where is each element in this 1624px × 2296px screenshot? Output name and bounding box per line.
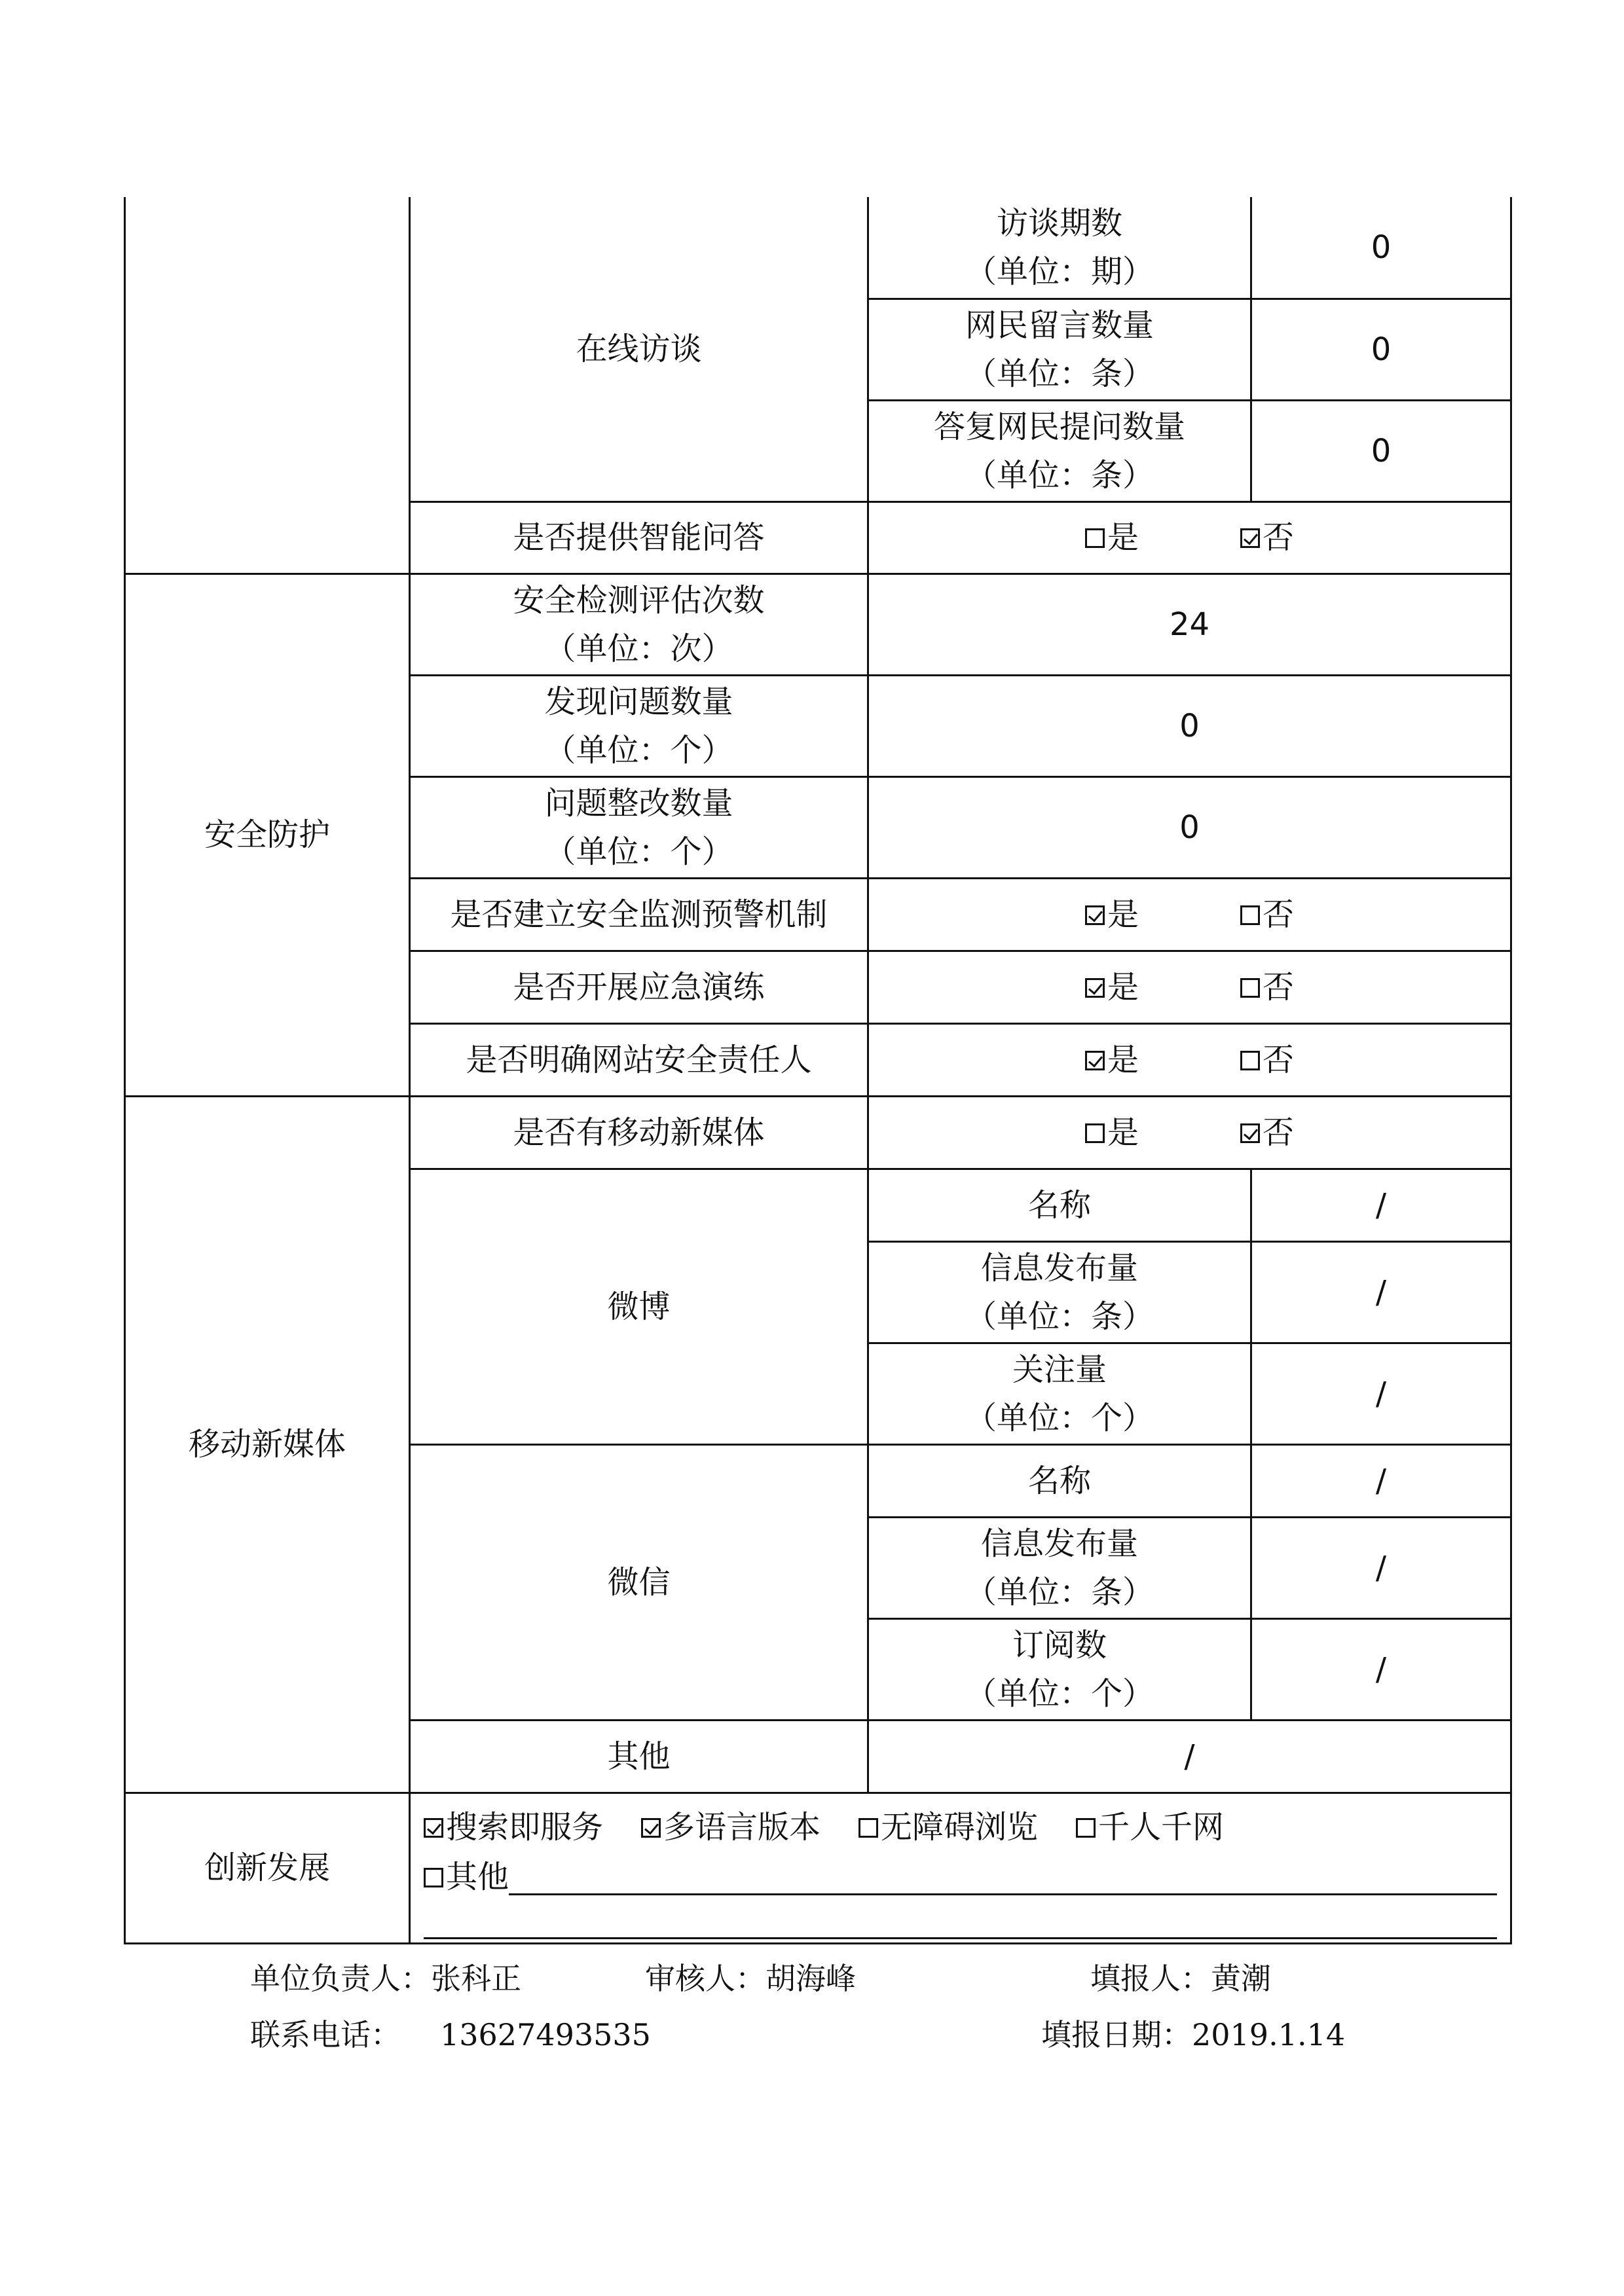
security-check-warning-choice <box>868 878 1511 951</box>
yes-option[interactable]: 是 <box>1085 1108 1139 1157</box>
weibo-label: 微博 <box>410 1169 868 1444</box>
security-check-owner-choice <box>868 1023 1511 1096</box>
smart-qa-label: 是否提供智能问答 <box>410 501 868 574</box>
innovation-option-accessibility[interactable]: 无障碍浏览 <box>858 1803 1038 1851</box>
security-section-label: 安全防护 <box>125 574 410 1096</box>
no-checkbox[interactable] <box>1240 528 1260 548</box>
mobile-other-label: 其他 <box>410 1720 868 1793</box>
yes-option[interactable]: 是 <box>1085 890 1139 939</box>
security-check-drill-choice <box>868 951 1511 1023</box>
yes-option[interactable]: 是 <box>1085 513 1139 562</box>
no-option[interactable]: 否 <box>1240 890 1294 939</box>
interview-metric-sessions: 访谈期数 （单位：期） <box>868 197 1251 299</box>
no-option[interactable]: 否 <box>1240 513 1294 562</box>
interview-label: 在线访谈 <box>410 197 868 501</box>
wechat-label: 微信 <box>410 1444 868 1720</box>
interview-metric-messages: 网民留言数量 （单位：条） <box>868 299 1251 400</box>
multilang-checkbox[interactable] <box>641 1818 661 1838</box>
yes-checkbox[interactable] <box>1085 905 1105 925</box>
innovation-option-multilang[interactable]: 多语言版本 <box>641 1803 821 1851</box>
footer-head: 单位负责人：张科正 <box>250 1961 521 1996</box>
no-checkbox[interactable] <box>1240 978 1260 998</box>
footer-filler: 填报人：黄潮 <box>1090 1961 1271 1996</box>
weibo-value-posts: / <box>1251 1241 1511 1343</box>
mobile-has-media-choice <box>868 1096 1511 1169</box>
no-checkbox[interactable] <box>1240 905 1260 925</box>
accessibility-checkbox[interactable] <box>858 1818 878 1838</box>
weibo-metric-name: 名称 <box>868 1169 1251 1241</box>
personalized-checkbox[interactable] <box>1076 1818 1096 1838</box>
wechat-metric-subscribers: 订阅数 （单位：个） <box>868 1618 1251 1720</box>
search-service-checkbox[interactable] <box>424 1818 443 1838</box>
yes-checkbox[interactable] <box>1085 1123 1105 1143</box>
no-option[interactable]: 否 <box>1240 1108 1294 1157</box>
wechat-value-posts: / <box>1251 1517 1511 1618</box>
section-cell-online-service <box>125 197 410 574</box>
weibo-metric-followers: 关注量 （单位：个） <box>868 1343 1251 1444</box>
no-option[interactable]: 否 <box>1240 1036 1294 1084</box>
interview-value-sessions: 0 <box>1251 197 1511 299</box>
security-check-warning: 是否建立安全监测预警机制 <box>410 878 868 951</box>
mobile-section-label: 移动新媒体 <box>125 1096 410 1793</box>
interview-metric-replies: 答复网民提问数量 （单位：条） <box>868 400 1251 501</box>
wechat-value-name: / <box>1251 1444 1511 1517</box>
innovation-option-personalized[interactable]: 千人千网 <box>1076 1803 1224 1851</box>
mobile-other-value: / <box>868 1720 1511 1793</box>
yes-checkbox[interactable] <box>1085 1051 1105 1070</box>
innovation-section-label: 创新发展 <box>125 1793 410 1943</box>
no-option[interactable]: 否 <box>1240 963 1294 1011</box>
footer-reviewer: 审核人：胡海峰 <box>645 1961 856 1996</box>
security-metric-problems: 发现问题数量 （单位：个） <box>410 675 868 776</box>
security-check-owner: 是否明确网站安全责任人 <box>410 1023 868 1096</box>
weibo-value-followers: / <box>1251 1343 1511 1444</box>
wechat-metric-posts: 信息发布量 （单位：条） <box>868 1517 1251 1618</box>
interview-value-messages: 0 <box>1251 299 1511 400</box>
yes-option[interactable]: 是 <box>1085 1036 1139 1084</box>
footer-date: 填报日期：2019.1.14 <box>1041 2017 1346 2052</box>
interview-value-replies: 0 <box>1251 400 1511 501</box>
other-checkbox[interactable] <box>424 1868 443 1887</box>
security-metric-fixed: 问题整改数量 （单位：个） <box>410 776 868 878</box>
footer-phone: 联系电话： 13627493535 <box>250 2017 651 2052</box>
smart-qa-choice <box>868 501 1511 574</box>
security-value-checks: 24 <box>868 574 1511 675</box>
innovation-option-search[interactable]: 搜索即服务 <box>424 1803 603 1851</box>
security-value-fixed: 0 <box>868 776 1511 878</box>
security-metric-checks: 安全检测评估次数 （单位：次） <box>410 574 868 675</box>
security-check-drill: 是否开展应急演练 <box>410 951 868 1023</box>
report-table <box>124 197 1512 1944</box>
mobile-has-media-label: 是否有移动新媒体 <box>410 1096 868 1169</box>
innovation-option-other[interactable]: 其他 <box>424 1853 509 1901</box>
security-value-problems: 0 <box>868 675 1511 776</box>
yes-checkbox[interactable] <box>1085 978 1105 998</box>
no-checkbox[interactable] <box>1240 1123 1260 1143</box>
innovation-options <box>410 1793 1511 1943</box>
blank-fill-line[interactable] <box>424 1897 1497 1939</box>
wechat-metric-name: 名称 <box>868 1444 1251 1517</box>
weibo-metric-posts: 信息发布量 （单位：条） <box>868 1241 1251 1343</box>
yes-option[interactable]: 是 <box>1085 963 1139 1011</box>
yes-checkbox[interactable] <box>1085 528 1105 548</box>
other-fill-line[interactable] <box>509 1858 1497 1895</box>
weibo-value-name: / <box>1251 1169 1511 1241</box>
wechat-value-subscribers: / <box>1251 1618 1511 1720</box>
no-checkbox[interactable] <box>1240 1051 1260 1070</box>
